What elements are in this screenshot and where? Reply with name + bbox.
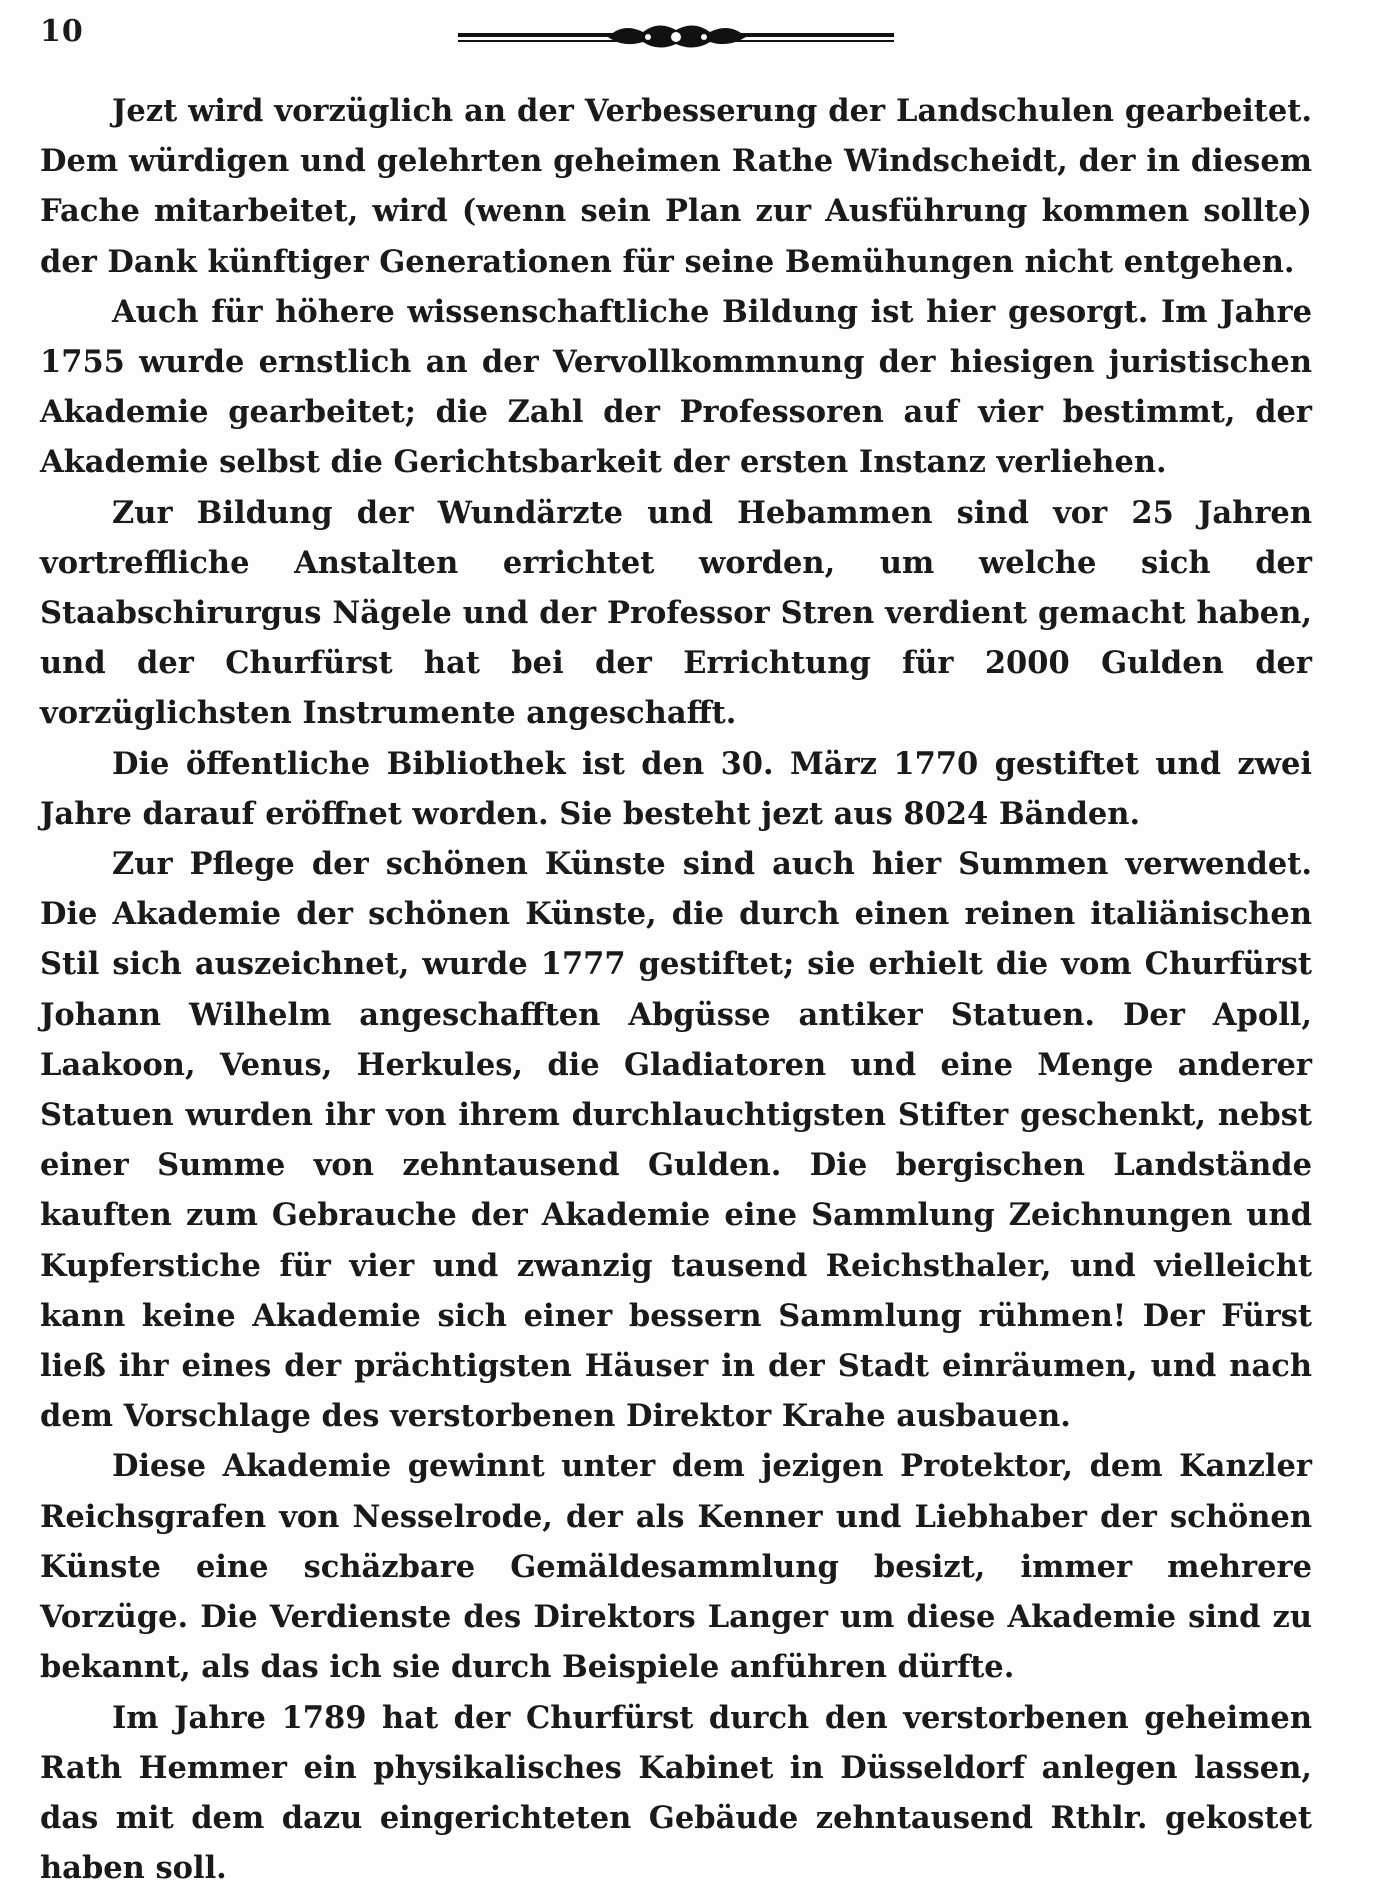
paragraph-akademie-protektor: Diese Akademie gewinnt unter dem jezigen Protektor, dem Kanzler Reichsgrafen von Nesselrode, der als Kenner und Liebhaber der schönen Künste eine schäzbare Gemäldesammlung besizt, immer mehrere Vorzüge. Die Verdienste des Direktors Langer um diese Akademie sind zu bekannt, als das ich sie durch Beispiele anführen dürfte.	[40, 1441, 1312, 1692]
paragraph-landschulen: Jezt wird vorzüglich an der Verbesserung der Landschulen gearbeitet. Dem würdigen und gelehrten geheimen Rathe Windscheidt, der in diesem Fache mitarbeitet, wird (wenn sein Plan zur Ausführung kommen sollte) der Dank künftiger Generationen für seine Bemühungen nicht entgehen.	[40, 86, 1312, 287]
paragraph-schoene-kuenste: Zur Pflege der schönen Künste sind auch hier Summen verwendet. Die Akademie der schönen Künste, die durch einen reinen italiänischen Stil sich auszeichnet, wurde 1777 gestiftet; sie erhielt die vom Churfürst Johann Wilhelm angeschafften Abgüsse antiker Statuen. Der Apoll, Laakoon, Venus, Herkules, die Gladiatoren und eine Menge anderer Statuen wurden ihr von ihrem durchlauchtigsten Stifter geschenkt, nebst einer Summe von zehntausend Gulden. Die bergischen Landstände kauften zum Gebrauche der Akademie eine Sammlung Zeichnungen und Kupferstiche für vier und zwanzig tausend Reichsthaler, und vielleicht kann keine Akademie sich einer bessern Sammlung rühmen! Der Fürst ließ ihr eines der prächtigsten Häuser in der Stadt einräumen, und nach dem Vorschlage des verstorbenen Direktor Krahe ausbauen.	[40, 839, 1312, 1441]
paragraph-bibliothek: Die öffentliche Bibliothek ist den 30. März 1770 gestiftet und zwei Jahre darauf eröffnet worden. Sie besteht jezt aus 8024 Bänden.	[40, 739, 1312, 839]
paragraph-physikalisches-kabinet: Im Jahre 1789 hat der Churfürst durch den verstorbenen geheimen Rath Hemmer ein physikalisches Kabinet in Düsseldorf anlegen lassen, das mit dem dazu eingerichteten Gebäude zehntausend Rthlr. gekostet haben soll.	[40, 1693, 1312, 1893]
page-number: 10	[40, 14, 84, 49]
header-ornament	[458, 22, 894, 52]
text-body	[40, 86, 1312, 1893]
paragraph-wundaerzte-hebammen: Zur Bildung der Wundärzte und Hebammen sind vor 25 Jahren vortreffliche Anstalten errichtet worden, um welche sich der Staabschirurgus Nägele und der Professor Stren verdient gemacht haben, und der Churfürst hat bei der Errichtung für 2000 Gulden der vorzüglichsten Instrumente angeschafft.	[40, 488, 1312, 739]
paragraph-wissenschaftliche-bildung: Auch für höhere wissenschaftliche Bildung ist hier gesorgt. Im Jahre 1755 wurde ernstlich an der Vervollkommnung der hiesigen juristischen Akademie gearbeitet; die Zahl der Professoren auf vier bestimmt, der Akademie selbst die Gerichtsbarkeit der ersten Instanz verliehen.	[40, 287, 1312, 488]
